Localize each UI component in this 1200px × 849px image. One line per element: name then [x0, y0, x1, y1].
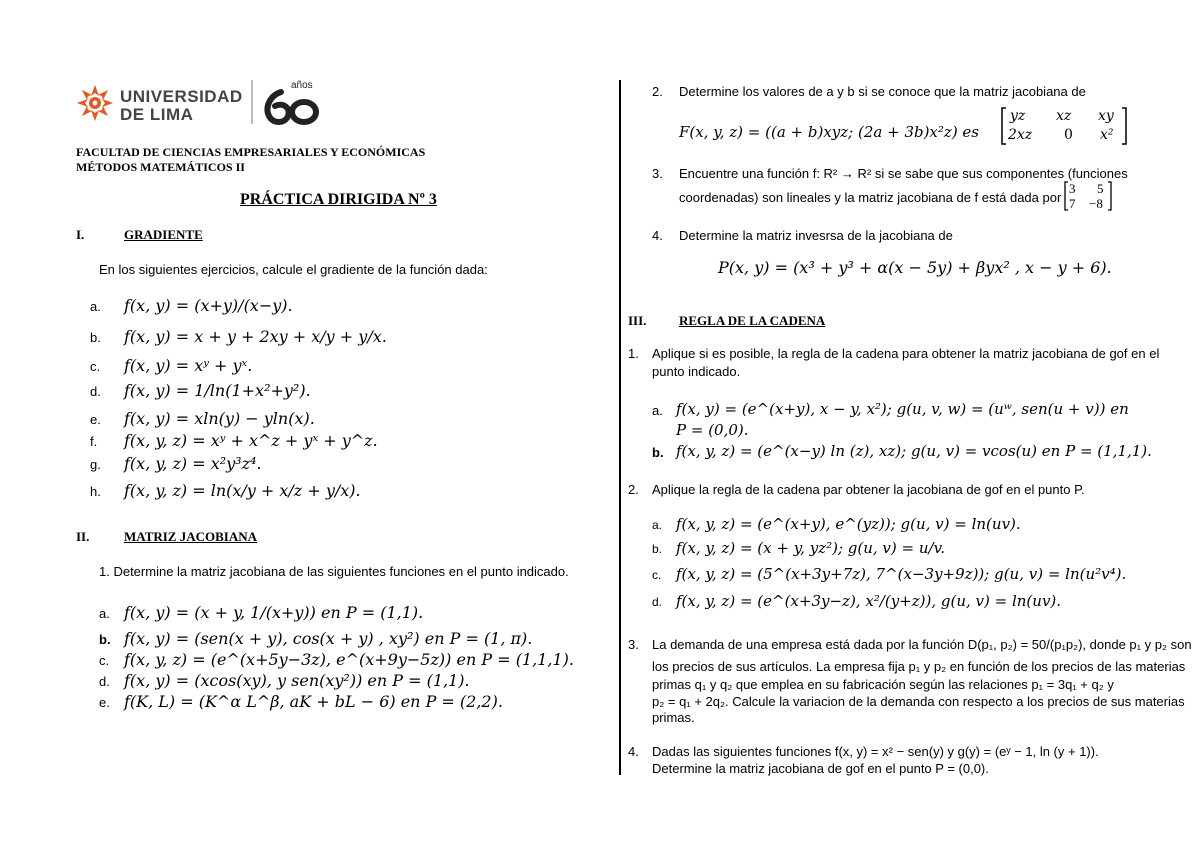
list-item-expr: f(x, y) = (e^(x+y), x − y, x²); g(u, v, w) = (uʷ, sen(u + v)) en	[676, 400, 1129, 418]
list-item-label: b.	[652, 542, 663, 556]
list-item-label: a.	[90, 299, 101, 314]
list-item-label: a.	[652, 403, 663, 418]
list-item-expr: f(x, y) = (sen(x + y), cos(x + y) , xy²) en P = (1, π).	[124, 629, 533, 648]
matrix-cell: 7	[1069, 196, 1076, 211]
question-text: p₂ = q₁ + 2q₂. Calcule la variacion de la demanda con respecto a los precios de sus materias	[652, 694, 1185, 709]
list-item-expr: P = (0,0).	[676, 421, 749, 439]
jacobian-matrix	[1000, 106, 1128, 146]
list-item-expr: f(x, y, z) = (5^(x+3y+7z), 7^(x−3y+9z)); g(u, v) = ln(u²v⁴).	[676, 565, 1127, 583]
question-text: Encuentre una función f: R² → R² si se sabe que sus componentes (funciones	[679, 166, 1128, 181]
question-text: Aplique si es posible, la regla de la cadena para obtener la matriz jacobiana de gof en el	[652, 346, 1160, 361]
matrix-cell: 2xz	[1008, 127, 1033, 143]
question-text: La demanda de una empresa está dada por la función D(p₁, p₂) = 50/(p₁p₂), donde p₁ y p₂ son	[652, 637, 1192, 652]
list-item-expr: f(x, y) = (x + y, 1/(x+y)) en P = (1,1).	[124, 603, 424, 622]
question-text: Dadas las siguientes funciones f(x, y) = x² − sen(y) y g(y) = (eʸ − 1, ln (y + 1)).	[652, 744, 1099, 759]
section2-question1: 1. Determine la matriz jacobiana de las siguientes funciones en el punto indicado.	[99, 564, 569, 579]
question-text: Determine la matriz invesrsa de la jacobiana de	[679, 228, 953, 243]
list-item-label: h.	[90, 484, 101, 499]
question-number: 4.	[628, 744, 639, 759]
question-number: 4.	[652, 228, 663, 243]
list-item-expr: f(x, y) = x + y + 2xy + x/y + y/x.	[124, 327, 387, 346]
question-text: primas q₁ y q₂ que emplea en su fabricación según las relaciones p₁ = 3q₁ + q₂ y	[652, 677, 1114, 692]
matrix-cell: x²	[1100, 127, 1114, 143]
section2-number: II.	[76, 529, 90, 544]
list-item-expr: f(x, y, z) = (e^(x+y), e^(yz)); g(u, v) = ln(uv).	[676, 515, 1021, 533]
faculty-name: FACULTAD DE CIENCIAS EMPRESARIALES Y ECONÓMICAS	[76, 145, 426, 159]
list-item-expr: f(x, y, z) = xʸ + x^z + yˣ + y^z.	[124, 431, 378, 450]
matrix-cell: 3	[1069, 181, 1076, 196]
matrix-cell: xy	[1098, 108, 1114, 124]
question-text: coordenadas) son lineales y la matriz jacobiana de f está dada por	[679, 190, 1062, 205]
list-item-expr: f(x, y) = (x+y)/(x−y).	[124, 296, 293, 315]
list-item-label: e.	[90, 412, 101, 427]
star-flower-icon	[76, 84, 114, 122]
section3-title: REGLA DE LA CADENA	[679, 313, 826, 328]
section1-intro: En los siguientes ejercicios, calcule el gradiente de la función dada:	[99, 262, 488, 277]
list-item-expr: f(x, y, z) = (x + y, yz²); g(u, v) = u/v.	[676, 539, 946, 557]
matrix-cell: 5	[1097, 181, 1104, 196]
logo-line2: DE LIMA	[120, 105, 194, 124]
matrix-cell: 0	[1064, 127, 1073, 143]
question-text: primas.	[652, 710, 695, 725]
question-text: los precios de sus artículos. La empresa fija p₁ y p₂ en función de los precios de las materias	[652, 659, 1186, 674]
section1-title: GRADIENTE	[124, 227, 203, 242]
matrix-cell: yz	[1010, 108, 1026, 124]
list-item-label: e.	[99, 695, 110, 710]
section2-title: MATRIZ JACOBIANA	[124, 529, 258, 544]
question-number: 3.	[652, 166, 663, 181]
list-item-label: g.	[90, 457, 101, 472]
logo-line1: UNIVERSIDAD	[120, 87, 243, 106]
list-item-label: b.	[652, 445, 664, 460]
list-item-expr: f(K, L) = (K^α L^β, aK + bL − 6) en P = (2,2).	[124, 692, 503, 711]
list-item-expr: f(x, y) = xln(y) − yln(x).	[124, 409, 315, 428]
question-expr: P(x, y) = (x³ + y³ + α(x − 5y) + βyx² , x − y + 6).	[718, 258, 1112, 277]
question-text: Determine la matriz jacobiana de gof en el punto P = (0,0).	[652, 761, 989, 776]
section1-number: I.	[76, 227, 85, 242]
list-item-expr: f(x, y) = xʸ + yˣ.	[124, 356, 253, 375]
question-number: 2.	[628, 482, 639, 497]
matrix-cell: −8	[1089, 196, 1103, 211]
list-item-label: d.	[652, 595, 663, 609]
list-item-label: c.	[90, 359, 101, 374]
question-number: 2.	[652, 84, 663, 99]
sixty-years-icon	[263, 80, 323, 126]
question-text: Aplique la regla de la cadena par obtener la jacobiana de gof en el punto P.	[652, 482, 1085, 497]
list-item-label: a.	[652, 518, 663, 532]
list-item-label: a.	[99, 606, 110, 621]
list-item-expr: f(x, y, z) = x²y³z⁴.	[124, 454, 262, 473]
list-item-label: b.	[90, 330, 101, 345]
list-item-expr: f(x, y) = (xcos(xy), y sen(xy²)) en P = (1,1).	[124, 671, 470, 690]
list-item-expr: f(x, y, z) = (e^(x+5y−3z), e^(x+9y−5z)) en P = (1,1,1).	[124, 650, 574, 669]
question-expr: F(x, y, z) = ((a + b)xyz; (2a + 3b)x²z) es	[679, 123, 980, 141]
list-item-label: d.	[90, 384, 101, 399]
list-item-label: d.	[99, 674, 110, 689]
column-divider	[619, 80, 621, 775]
list-item-expr: f(x, y, z) = (e^(x+3y−z), x²/(y+z)), g(u, v) = ln(uv).	[676, 592, 1062, 610]
page-title: PRÁCTICA DIRIGIDA Nº 3	[240, 191, 437, 208]
jacobian-matrix	[1063, 180, 1113, 212]
list-item-expr: f(x, y, z) = (e^(x−y) ln (z), xz); g(u, v) = vcos(u) en P = (1,1,1).	[676, 442, 1152, 460]
list-item-label: f.	[90, 434, 98, 449]
course-name: MÉTODOS MATEMÁTICOS II	[76, 160, 245, 174]
list-item-label: c.	[99, 653, 110, 668]
years-label: años	[291, 80, 313, 91]
list-item-label: c.	[652, 568, 662, 582]
logo-separator	[251, 80, 253, 124]
question-number: 1.	[628, 346, 639, 361]
section3-number: III.	[628, 313, 647, 328]
question-text: punto indicado.	[652, 364, 741, 379]
list-item-expr: f(x, y, z) = ln(x/y + x/z + y/x).	[124, 481, 361, 500]
list-item-label: b.	[99, 632, 111, 647]
question-text: Determine los valores de a y b si se conoce que la matriz jacobiana de	[679, 84, 1086, 99]
matrix-cell: xz	[1056, 108, 1072, 124]
list-item-expr: f(x, y) = 1/ln(1+x²+y²).	[124, 381, 311, 400]
question-number: 3.	[628, 637, 639, 652]
